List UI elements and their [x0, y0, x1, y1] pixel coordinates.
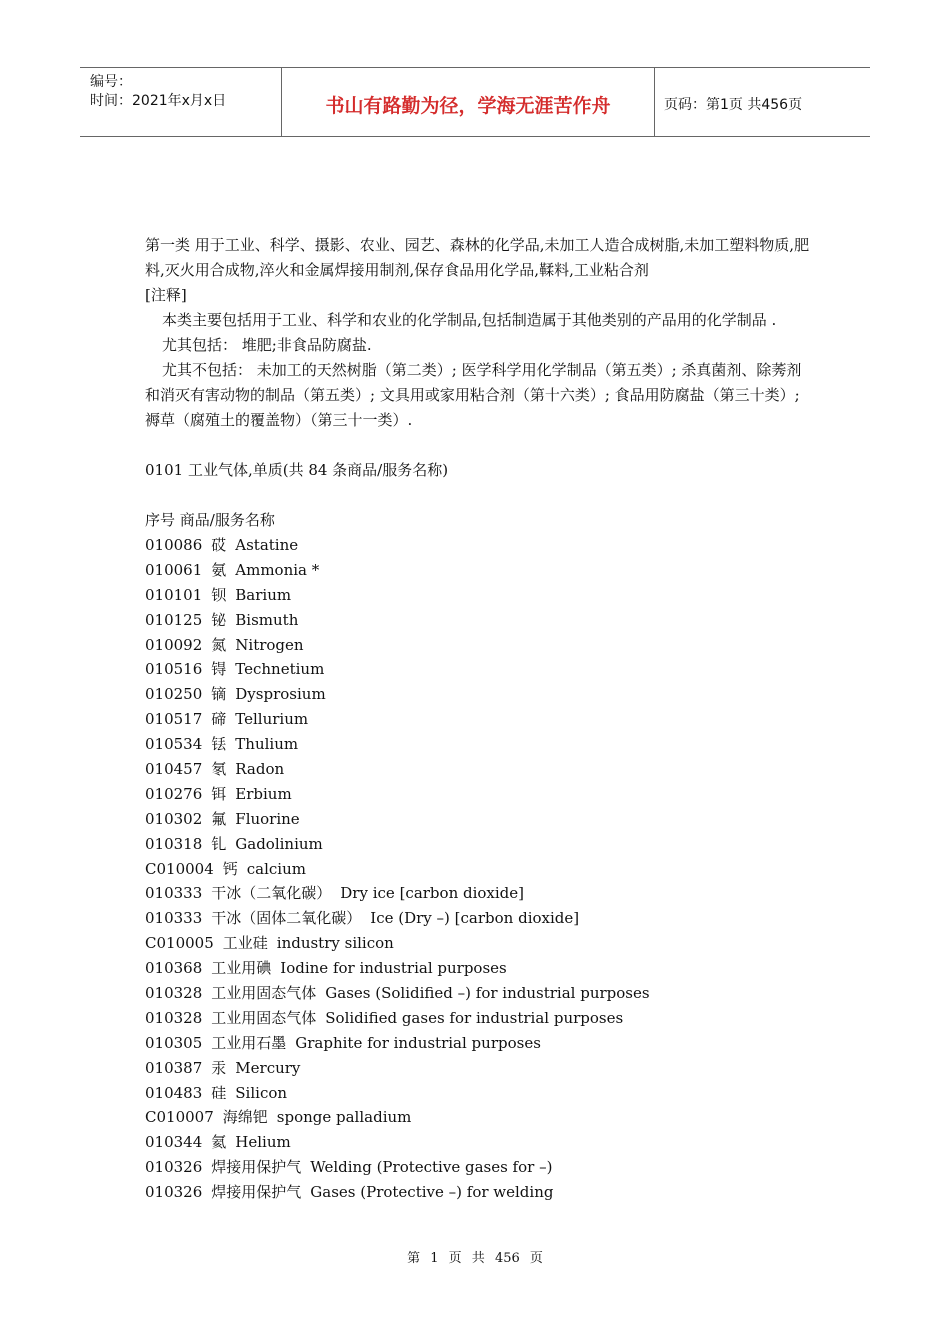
- footer-ye: 页: [448, 1251, 462, 1266]
- list-item: [145, 807, 810, 832]
- list-item: [145, 657, 810, 682]
- item-code: 010333: [145, 884, 203, 903]
- item-code: 010305: [145, 1033, 203, 1052]
- footer-total-pages: 456: [494, 1251, 520, 1266]
- page-footer: [0, 1247, 950, 1266]
- motto-text: 书山有路勤为径，学海无涯苦作舟: [325, 95, 611, 117]
- list-item: [145, 608, 810, 633]
- item-name-en: Dry ice [carbon dioxide]: [340, 884, 525, 903]
- item-name-cn: 干冰（二氧化碳）: [211, 884, 332, 903]
- item-name-cn: 海绵钯: [222, 1108, 268, 1127]
- item-name-en: Astatine: [235, 536, 299, 554]
- group-heading: 0101 工业气体,单质(共 84 条商品/服务名称): [145, 461, 449, 479]
- list-item: [145, 1155, 810, 1180]
- item-code: 010333: [145, 909, 203, 928]
- item-name-cn: 工业用石墨: [211, 1033, 287, 1052]
- item-code: 010457: [145, 760, 203, 779]
- page-header: [80, 67, 870, 137]
- list-item: [145, 981, 810, 1006]
- item-name-cn: 碲: [211, 710, 227, 729]
- list-item: [145, 583, 810, 608]
- item-name-en: Welding (Protective gases for –): [310, 1158, 553, 1177]
- item-code: 010276: [145, 784, 203, 803]
- header-motto-cell: [282, 68, 655, 136]
- item-name-en: Nitrogen: [235, 635, 304, 654]
- item-name-en: Radon: [235, 760, 285, 779]
- item-name-en: Gases (Solidified –) for industrial purposes: [325, 984, 650, 1003]
- columns-header: 序号 商品/服务名称: [145, 511, 275, 529]
- item-name-cn: 镝: [211, 685, 227, 704]
- date-line: 时间：2021年x月x日: [90, 93, 227, 109]
- item-name-cn: 钆: [211, 834, 227, 853]
- item-code: 010125: [145, 610, 203, 629]
- item-name-en: Iodine for industrial purposes: [280, 959, 507, 978]
- item-code: C010004: [145, 859, 214, 878]
- item-code: 010302: [145, 809, 203, 828]
- list-item: [145, 1031, 810, 1056]
- item-name-cn: 铒: [211, 784, 227, 803]
- item-name-cn: 干冰（固体二氧化碳）: [211, 909, 362, 928]
- page-info: 页码：第1页 共456页: [664, 97, 803, 113]
- list-item: [145, 1081, 810, 1106]
- item-name-cn: 汞: [211, 1058, 227, 1077]
- item-code: 010326: [145, 1183, 203, 1202]
- list-item: [145, 533, 810, 558]
- item-code: 010368: [145, 959, 203, 978]
- class-title: 第一类 用于工业、科学、摄影、农业、园艺、森林的化学品,未加工人造合成树脂,未加工塑料物质,肥料,灭火用合成物,淬火和金属焊接用制剂,保存食品用化学品,鞣料,工业粘合剂: [145, 236, 810, 279]
- item-name-cn: 焊接用保护气: [211, 1158, 302, 1177]
- item-name-en: industry silicon: [276, 934, 394, 953]
- item-name-en: Helium: [235, 1133, 291, 1152]
- intro-paragraph-2: 尤其包括： 堆肥;非食品防腐盐.: [162, 336, 372, 354]
- header-page-cell: [656, 68, 870, 136]
- item-code: 010318: [145, 834, 203, 853]
- footer-page-number: 1: [430, 1251, 439, 1266]
- item-name-cn: 工业用碘: [211, 959, 272, 978]
- list-item: [145, 558, 810, 583]
- item-name-en: Ice (Dry –) [carbon dioxide]: [370, 909, 580, 928]
- item-name-cn: 硅: [211, 1083, 227, 1102]
- header-meta-cell: [80, 68, 282, 136]
- footer-gong: 共: [471, 1251, 485, 1266]
- item-name-cn: 砹: [211, 536, 227, 554]
- list-item: [145, 757, 810, 782]
- item-name-en: Technetium: [235, 660, 325, 679]
- note-label: [注释]: [145, 286, 187, 304]
- item-code: 010101: [145, 585, 203, 604]
- item-name-cn: 工业用固态气体: [211, 1008, 317, 1027]
- list-item: [145, 1006, 810, 1031]
- footer-di: 第: [407, 1251, 421, 1266]
- item-name-en: Dysprosium: [235, 685, 326, 704]
- item-name-cn: 氡: [211, 760, 227, 779]
- list-item: [145, 1180, 810, 1205]
- item-name-cn: 氟: [211, 809, 227, 828]
- item-code: 010534: [145, 735, 203, 754]
- item-name-cn: 氨: [211, 560, 227, 579]
- item-name-en: Fluorine: [235, 809, 300, 828]
- item-name-en: sponge palladium: [276, 1108, 412, 1127]
- item-code: 010326: [145, 1158, 203, 1177]
- item-code: 010092: [145, 635, 203, 654]
- list-item: [145, 1105, 810, 1130]
- list-item: [145, 707, 810, 732]
- number-label: 编号：: [90, 74, 132, 90]
- list-item: [145, 633, 810, 658]
- item-name-en: Gadolinium: [235, 834, 323, 853]
- item-code: 010328: [145, 1008, 203, 1027]
- item-code: 010517: [145, 710, 203, 729]
- list-item: [145, 1130, 810, 1155]
- document-body: [145, 233, 810, 1205]
- list-item: [145, 682, 810, 707]
- item-name-en: Solidified gases for industrial purposes: [325, 1008, 624, 1027]
- item-code: 010516: [145, 660, 203, 679]
- item-name-en: Silicon: [235, 1083, 288, 1102]
- item-code: 010061: [145, 560, 203, 579]
- intro-paragraph-3: 尤其不包括： 未加工的天然树脂（第二类）; 医学科学用化学制品（第五类）; 杀真菌剂、除莠剂和消灭有害动物的制品（第五类）; 文具用或家用粘合剂（第十六类）; 食品用防腐盐（第三十类）; 褥草（腐殖土的覆盖物）（第三十一类）.: [145, 361, 802, 429]
- item-name-cn: 焊接用保护气: [211, 1183, 302, 1202]
- item-name-en: Tellurium: [235, 710, 309, 729]
- item-code: 010344: [145, 1133, 203, 1152]
- item-name-en: Ammonia *: [235, 560, 320, 579]
- list-item: [145, 857, 810, 882]
- item-name-cn: 氮: [211, 635, 227, 654]
- item-name-en: Barium: [235, 585, 292, 604]
- list-item: [145, 732, 810, 757]
- list-item: [145, 782, 810, 807]
- item-name-en: Graphite for industrial purposes: [295, 1033, 541, 1052]
- item-name-en: Bismuth: [235, 610, 299, 629]
- item-code: C010005: [145, 934, 214, 953]
- item-name-cn: 工业硅: [222, 934, 268, 953]
- item-code: 010086: [145, 536, 203, 554]
- item-code: 010328: [145, 984, 203, 1003]
- item-name-en: Thulium: [235, 735, 299, 754]
- list-item: [145, 881, 810, 906]
- list-item: [145, 956, 810, 981]
- item-code: 010483: [145, 1083, 203, 1102]
- item-name-cn: 锝: [211, 660, 227, 679]
- item-name-cn: 铋: [211, 610, 227, 629]
- intro-paragraph-1: 本类主要包括用于工业、科学和农业的化学制品,包括制造属于其他类别的产品用的化学制品 .: [162, 311, 777, 329]
- item-name-en: Gases (Protective –) for welding: [310, 1183, 554, 1202]
- spacer: [145, 483, 810, 508]
- item-name-en: calcium: [246, 859, 306, 878]
- item-name-en: Erbium: [235, 784, 292, 803]
- item-name-cn: 钙: [222, 859, 238, 878]
- item-name-cn: 铥: [211, 735, 227, 754]
- footer-ye: 页: [529, 1251, 543, 1266]
- item-list: [145, 533, 810, 1205]
- item-code: 010387: [145, 1058, 203, 1077]
- list-item: [145, 906, 810, 931]
- list-item: [145, 931, 810, 956]
- item-code: C010007: [145, 1108, 214, 1127]
- item-name-cn: 氦: [211, 1133, 227, 1152]
- item-name-en: Mercury: [235, 1058, 301, 1077]
- item-code: 010250: [145, 685, 203, 704]
- list-item: [145, 832, 810, 857]
- item-name-cn: 工业用固态气体: [211, 984, 317, 1003]
- item-name-cn: 钡: [211, 585, 227, 604]
- spacer: [145, 433, 810, 458]
- list-item: [145, 1056, 810, 1081]
